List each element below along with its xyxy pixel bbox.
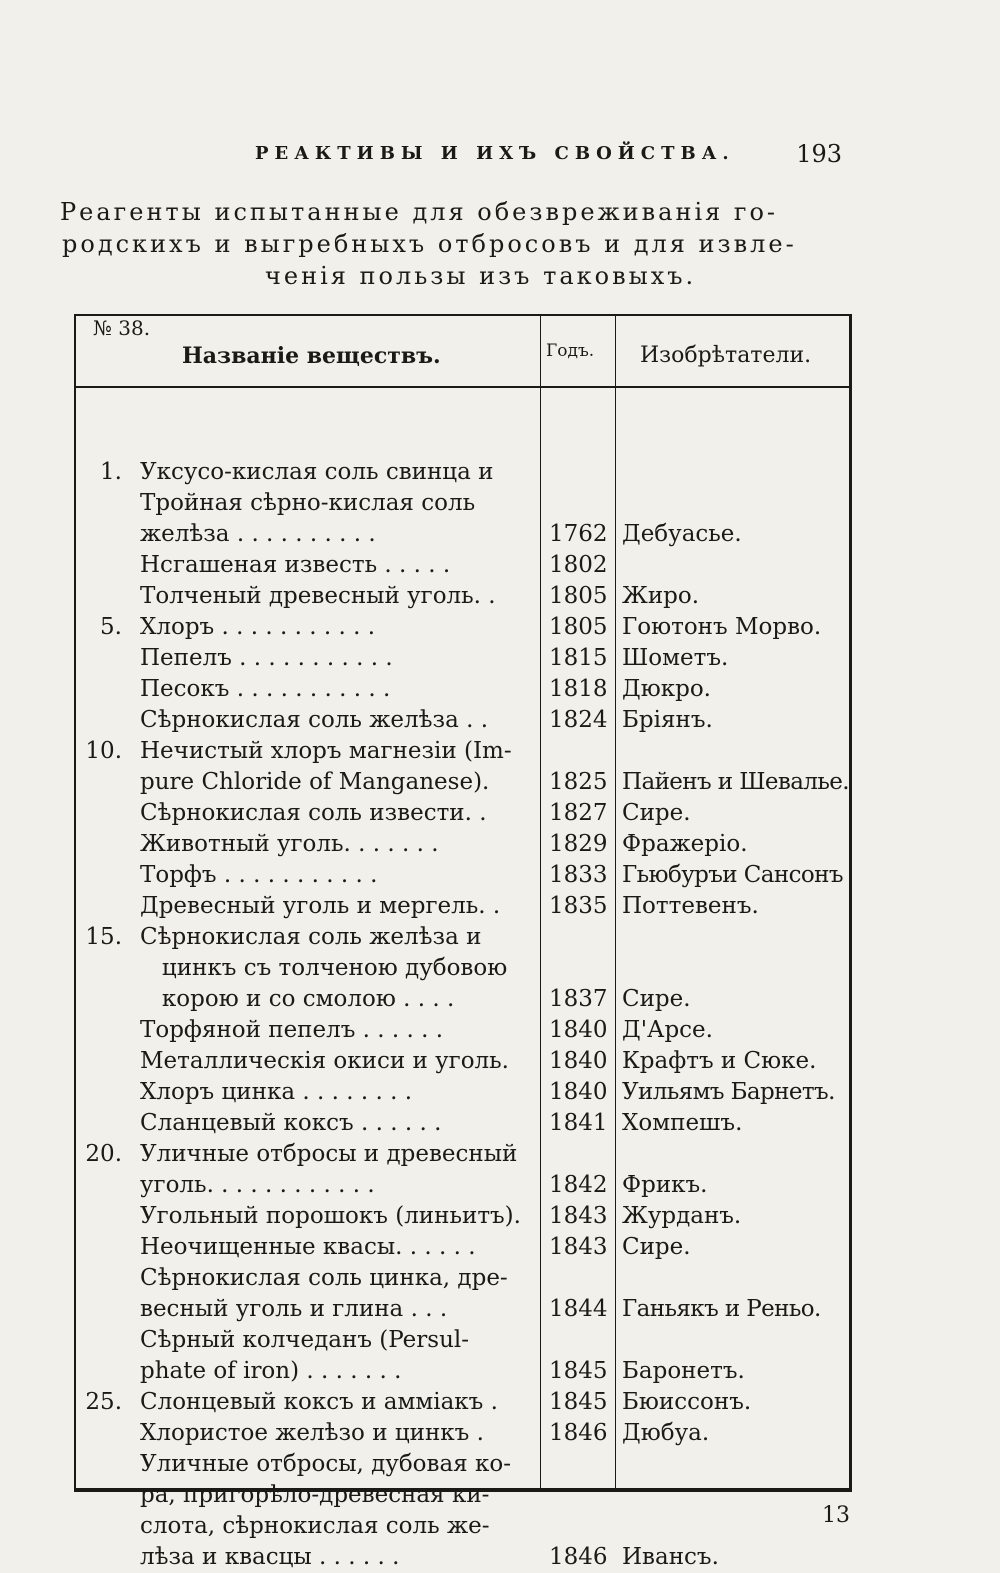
inventor-cell: Пайенъ и Шевалье. [622, 769, 849, 795]
table-row [0, 1418, 1000, 1449]
table-row [0, 643, 1000, 674]
table-row [0, 705, 1000, 736]
substance-name: слота, сѣрнокислая соль же- [140, 1513, 490, 1539]
table-row [0, 1015, 1000, 1046]
inventor-cell: Баронетъ. [622, 1358, 745, 1384]
page-number: 193 [796, 140, 842, 168]
year-cell: 1840 [549, 1079, 608, 1105]
table-title [60, 196, 860, 292]
substance-name: Уксусо-кислая соль свинца и [140, 459, 494, 485]
year-cell: 1842 [549, 1172, 608, 1198]
substance-name: Пепелъ . . . . . . . . . . . [140, 645, 393, 671]
year-cell: 1802 [549, 552, 608, 578]
inventor-cell: Дебуасье. [622, 521, 742, 547]
substance-name: весный уголь и глина . . . [140, 1296, 448, 1322]
year-cell: 1833 [549, 862, 608, 888]
table-number: № 38. [93, 316, 151, 340]
table-body [0, 457, 1000, 1573]
table-row [0, 1294, 1000, 1325]
table-row [0, 1480, 1000, 1511]
substance-name: желѣза . . . . . . . . . . [140, 521, 376, 547]
substance-name: Тройная сѣрно-кислая соль [140, 490, 476, 516]
year-cell: 1837 [549, 986, 608, 1012]
year-cell: 1815 [549, 645, 608, 671]
table-row [0, 1170, 1000, 1201]
running-head: РЕАКТИВЫ И ИХЪ СВОЙСТВА. [255, 143, 735, 164]
substance-name: Древесный уголь и мергель. . [140, 893, 501, 919]
substance-name: Животный уголь. . . . . . . [140, 831, 439, 857]
year-cell: 1840 [549, 1048, 608, 1074]
inventor-cell: Ганьякъ и Реньо. [622, 1296, 821, 1322]
inventor-cell: Гьюбуръи Сансонъ [622, 862, 843, 888]
table-row [0, 488, 1000, 519]
table-row [0, 1232, 1000, 1263]
table-row [0, 860, 1000, 891]
table-row [0, 984, 1000, 1015]
column-header-inventor: Изобрѣтатели. [640, 343, 812, 368]
inventor-cell: Жиро. [622, 583, 700, 609]
year-cell: 1835 [549, 893, 608, 919]
row-number: 10. [85, 738, 122, 764]
substance-name: Уличные отбросы, дубовая ко- [140, 1451, 511, 1477]
inventor-cell: Дюбуа. [622, 1420, 710, 1446]
table-row [0, 1263, 1000, 1294]
year-cell: 1805 [549, 583, 608, 609]
substance-name: pure Chloride of Manganese). [140, 769, 490, 795]
substance-name: Сѣрнокислая соль желѣза и [140, 924, 482, 950]
table-row [0, 612, 1000, 643]
year-cell: 1845 [549, 1389, 608, 1415]
inventor-cell: Уильямъ Барнетъ. [622, 1079, 835, 1105]
inventor-cell: Журданъ. [622, 1203, 742, 1229]
table-row [0, 1542, 1000, 1573]
substance-name: цинкъ съ толченою дубовою [140, 955, 508, 981]
substance-name: Уличные отбросы и древесный [140, 1141, 518, 1167]
table-row [0, 519, 1000, 550]
table-row [0, 798, 1000, 829]
year-cell: 1846 [549, 1420, 608, 1446]
table-row [0, 829, 1000, 860]
row-number: 1. [100, 459, 122, 485]
title-line: родскихъ и выгребныхъ отбросовъ и для извле- [62, 230, 797, 258]
inventor-cell: Ивансъ. [622, 1544, 719, 1570]
table-row [0, 1139, 1000, 1170]
substance-name: корою и со смолою . . . . [140, 986, 455, 1012]
substance-name: Сѣрнокислая соль желѣза . . [140, 707, 489, 733]
table-row [0, 1201, 1000, 1232]
inventor-cell: Хомпешъ. [622, 1110, 743, 1136]
substance-name: уголь. . . . . . . . . . . . [140, 1172, 375, 1198]
year-cell: 1845 [549, 1358, 608, 1384]
table-row [0, 736, 1000, 767]
table-row [0, 1449, 1000, 1480]
table-row [0, 891, 1000, 922]
inventor-cell: Шометъ. [622, 645, 729, 671]
substance-name: Торфъ . . . . . . . . . . . [140, 862, 378, 888]
substance-name: Хлоръ . . . . . . . . . . . [140, 614, 376, 640]
row-number: 15. [85, 924, 122, 950]
year-cell: 1846 [549, 1544, 608, 1570]
year-cell: 1844 [549, 1296, 608, 1322]
substance-name: Угольный порошокъ (линьитъ). [140, 1203, 521, 1229]
substance-name: Хлоръ цинка . . . . . . . . [140, 1079, 413, 1105]
year-cell: 1840 [549, 1017, 608, 1043]
inventor-cell: Сире. [622, 1234, 691, 1260]
table-row [0, 1108, 1000, 1139]
substance-name: Слонцевый коксъ и амміакъ . [140, 1389, 498, 1415]
year-cell: 1818 [549, 676, 608, 702]
substance-name: phate of iron) . . . . . . . [140, 1358, 402, 1384]
table-row [0, 922, 1000, 953]
table-row [0, 1077, 1000, 1108]
table-row [0, 550, 1000, 581]
year-cell: 1843 [549, 1203, 608, 1229]
inventor-cell: Сире. [622, 800, 691, 826]
year-cell: 1805 [549, 614, 608, 640]
substance-name: Сѣрнокислая соль цинка, дре- [140, 1265, 508, 1291]
row-number: 20. [85, 1141, 122, 1167]
substance-name: Песокъ . . . . . . . . . . . [140, 676, 391, 702]
table-row [0, 457, 1000, 488]
inventor-cell: Гоютонъ Морво. [622, 614, 822, 640]
inventor-cell: Фражеріо. [622, 831, 748, 857]
substance-name: лѣза и квасцы . . . . . . [140, 1544, 400, 1570]
table-row [0, 953, 1000, 984]
substance-name: Сѣрнокислая соль извести. . [140, 800, 487, 826]
substance-name: Нечистый хлоръ магнезіи (Im- [140, 738, 512, 764]
substance-name: Хлористое желѣзо и цинкъ . [140, 1420, 484, 1446]
year-cell: 1829 [549, 831, 608, 857]
table-row [0, 1325, 1000, 1356]
title-line: ченія пользы изъ таковыхъ. [265, 262, 697, 290]
header-divider [74, 386, 852, 388]
table-row [0, 767, 1000, 798]
table-row [0, 674, 1000, 705]
substance-name: Неочищенные квасы. . . . . . [140, 1234, 476, 1260]
substance-name: Толченый древесный уголь. . [140, 583, 496, 609]
column-header-name: Названіе веществъ. [182, 343, 441, 369]
substance-name: Сланцевый коксъ . . . . . . [140, 1110, 442, 1136]
substance-name: Нсгашеная известь . . . . . [140, 552, 451, 578]
inventor-cell: Сире. [622, 986, 691, 1012]
row-number: 25. [85, 1389, 122, 1415]
year-cell: 1841 [549, 1110, 608, 1136]
year-cell: 1762 [549, 521, 608, 547]
substance-name: Сѣрный колчеданъ (Persul- [140, 1327, 470, 1353]
table-row [0, 1046, 1000, 1077]
substance-name: ра, пригорѣло-древесная ки- [140, 1482, 490, 1508]
inventor-cell: Фрикъ. [622, 1172, 708, 1198]
column-header-year: Годъ. [546, 341, 595, 361]
inventor-cell: Бріянъ. [622, 707, 713, 733]
inventor-cell: Крафтъ и Сюке. [622, 1048, 817, 1074]
inventor-cell: Дюкро. [622, 676, 711, 702]
inventor-cell: Д'Арсе. [622, 1017, 713, 1043]
year-cell: 1824 [549, 707, 608, 733]
signature-mark: 13 [822, 1503, 850, 1528]
inventor-cell: Поттевенъ. [622, 893, 759, 919]
year-cell: 1825 [549, 769, 608, 795]
table-row [0, 1387, 1000, 1418]
table-row [0, 581, 1000, 612]
inventor-cell: Бюиссонъ. [622, 1389, 752, 1415]
year-cell: 1843 [549, 1234, 608, 1260]
substance-name: Торфяной пепелъ . . . . . . [140, 1017, 444, 1043]
table-row [0, 1511, 1000, 1542]
substance-name: Металлическія окиси и уголь. [140, 1048, 509, 1074]
year-cell: 1827 [549, 800, 608, 826]
row-number: 5. [100, 614, 122, 640]
title-line: Реагенты испытанные для обезвреживанія го- [60, 198, 779, 226]
table-row [0, 1356, 1000, 1387]
